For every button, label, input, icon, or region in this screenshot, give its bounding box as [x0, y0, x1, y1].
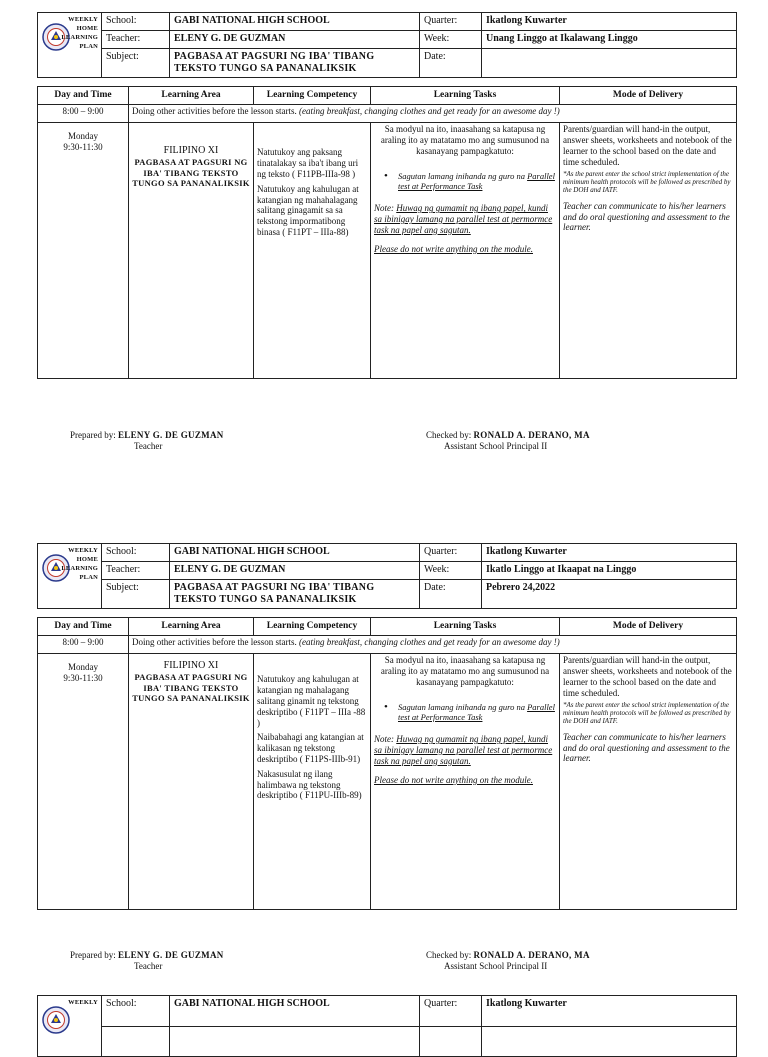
- plan-header-2: [37, 543, 737, 609]
- learning-tasks-cell: Sa modyul na ito, inaasahang sa katapusa ng araling ito ay matatamo mo ang sumusunod na kasanayang pampagkatuto: • Sagutan lamang inihanda ng guro na Parallel test at Performance Task Note: Huwag ng gumamit ng ibang papel, kundi sa ibinigay lamang na parallel test at permormce task na papel ang sagutan. Please do not write anything on the module.: [371, 654, 560, 910]
- deped-seal-icon: [42, 1006, 70, 1034]
- learning-competency-cell: Natutukoy ang paksang tinatalakay sa iba't ibang uri ng teksto ( F11PB-IIIa-98 ) Natutukoy ang kahulugan at katangian ng mahahalagang salitang ginagamit sa sa tekstong impormatibong binasa ( F11PT – IIIa-88): [254, 123, 371, 379]
- col-header-learning-competency: Learning Competency: [254, 618, 371, 636]
- plan-table-2: [37, 617, 737, 910]
- date-label: Date:: [420, 49, 482, 78]
- prepared-by-1: Prepared by: ELENY G. DE GUZMAN Teacher: [70, 430, 224, 451]
- learning-area-cell: FILIPINO XI PAGBASA AT PAGSURI NG IBA' TIBANG TEKSTO TUNGO SA PANANALIKSIK: [129, 654, 254, 910]
- quarter-value: Ikatlong Kuwarter: [482, 996, 737, 1027]
- quarter-value: Ikatlong Kuwarter: [482, 13, 737, 31]
- prelim-activity: Doing other activities before the lesson starts. (eating breakfast, changing clothes and get ready for an awesome day !): [129, 636, 737, 654]
- col-header-learning-tasks: Learning Tasks: [371, 618, 560, 636]
- learning-tasks-cell: Sa modyul na ito, inaasahang sa katapusa ng araling ito ay matatamo mo ang sumusunod na kasanayang pampagkatuto: • Sagutan lamang inihanda ng guro na Parallel test at Performance Task Note: Huwag ng gumamit ng ibang papel, kundi sa ibinigay lamang na parallel test at permormce task na papel ang sagutan. Please do not write anything on the module.: [371, 123, 560, 379]
- school-value: GABI NATIONAL HIGH SCHOOL: [170, 544, 420, 562]
- teacher-value: ELENY G. DE GUZMAN: [170, 31, 420, 49]
- school-value: GABI NATIONAL HIGH SCHOOL: [170, 996, 420, 1027]
- school-value: GABI NATIONAL HIGH SCHOOL: [170, 13, 420, 31]
- col-header-day-time: Day and Time: [38, 87, 129, 105]
- day-time-cell: Monday 9:30-11:30: [38, 654, 129, 910]
- col-header-mode-of-delivery: Mode of Delivery: [560, 618, 737, 636]
- week-value: Unang Linggo at Ikalawang Linggo: [482, 31, 737, 49]
- whlp-title: WEEKLY HOME LEARNING PLAN: [61, 16, 98, 50]
- mode-of-delivery-cell: Parents/guardian will hand-in the output, answer sheets, worksheets and notebook of the learner to the school based on the date and time scheduled. *As the parent enter the school strict implementation of the minimum health protocols will be followed as prescribed by the DOH and IATF. Teacher can communicate to his/her learners and do oral questioning and assessment to the learner.: [560, 123, 737, 379]
- checked-by-2: Checked by: RONALD A. DERANO, MA Assistant School Principal II: [426, 950, 590, 971]
- subject-label: Subject:: [102, 580, 170, 609]
- week-label: Week:: [420, 31, 482, 49]
- col-header-day-time: Day and Time: [38, 618, 129, 636]
- learning-competency-cell: Natutukoy ang kahulugan at katangian ng mahalagang salitang ginamit ng tekstong deskriptibo ( F11PT – IIIa -88 ) Naibabahagi ang katangian at kalikasan ng tekstong deskriptibo ( F11PS-IIIb-91) Nakasusulat ng ilang halimbawa ng tekstong deskriptibo ( F11PU-IIIb-89): [254, 654, 371, 910]
- col-header-mode-of-delivery: Mode of Delivery: [560, 87, 737, 105]
- mode-of-delivery-cell: Parents/guardian will hand-in the output, answer sheets, worksheets and notebook of the learner to the school based on the date and time scheduled. *As the parent enter the school strict implementation of the minimum health protocols will be followed as prescribed by the DOH and IATF. Teacher can communicate to his/her learners and do oral questioning and assessment to the learner.: [560, 654, 737, 910]
- deped-logo-cell: [38, 996, 102, 1057]
- prelim-time: 8:00 – 9:00: [38, 105, 129, 123]
- subject-label: Subject:: [102, 49, 170, 78]
- plan-table-1: [37, 86, 737, 379]
- school-label: School:: [102, 13, 170, 31]
- week-value: Ikatlo Linggo at Ikaapat na Linggo: [482, 562, 737, 580]
- school-label: School:: [102, 996, 170, 1027]
- whlp-title: WEEKLY: [68, 999, 98, 1006]
- quarter-value: Ikatlong Kuwarter: [482, 544, 737, 562]
- learning-area-cell: FILIPINO XI PAGBASA AT PAGSURI NG IBA' TIBANG TEKSTO TUNGO SA PANANALIKSIK: [129, 123, 254, 379]
- checked-by-1: Checked by: RONALD A. DERANO, MA Assistant School Principal II: [426, 430, 590, 451]
- teacher-label: Teacher:: [102, 562, 170, 580]
- plan-header-3: [37, 995, 737, 1057]
- quarter-label: Quarter:: [420, 996, 482, 1027]
- subject-value: PAGBASA AT PAGSURI NG IBA' TIBANG TEKSTO TUNGO SA PANANALIKSIK: [170, 49, 420, 78]
- col-header-learning-area: Learning Area: [129, 618, 254, 636]
- date-label: Date:: [420, 580, 482, 609]
- school-label: School:: [102, 544, 170, 562]
- week-label: Week:: [420, 562, 482, 580]
- col-header-learning-area: Learning Area: [129, 87, 254, 105]
- col-header-learning-tasks: Learning Tasks: [371, 87, 560, 105]
- deped-logo-cell: [38, 544, 102, 609]
- quarter-label: Quarter:: [420, 544, 482, 562]
- deped-logo-cell: [38, 13, 102, 78]
- whlp-title: WEEKLY HOME LEARNING PLAN: [61, 547, 98, 581]
- teacher-value: ELENY G. DE GUZMAN: [170, 562, 420, 580]
- plan-header-1: [37, 12, 737, 78]
- teacher-label: Teacher:: [102, 31, 170, 49]
- prelim-activity: Doing other activities before the lesson starts. (eating breakfast, changing clothes and get ready for an awesome day !): [129, 105, 737, 123]
- date-value: Pebrero 24,2022: [482, 580, 737, 609]
- subject-value: PAGBASA AT PAGSURI NG IBA' TIBANG TEKSTO TUNGO SA PANANALIKSIK: [170, 580, 420, 609]
- prelim-time: 8:00 – 9:00: [38, 636, 129, 654]
- col-header-learning-competency: Learning Competency: [254, 87, 371, 105]
- date-value: [482, 49, 737, 78]
- prepared-by-2: Prepared by: ELENY G. DE GUZMAN Teacher: [70, 950, 224, 971]
- day-time-cell: Monday 9:30-11:30: [38, 123, 129, 379]
- quarter-label: Quarter:: [420, 13, 482, 31]
